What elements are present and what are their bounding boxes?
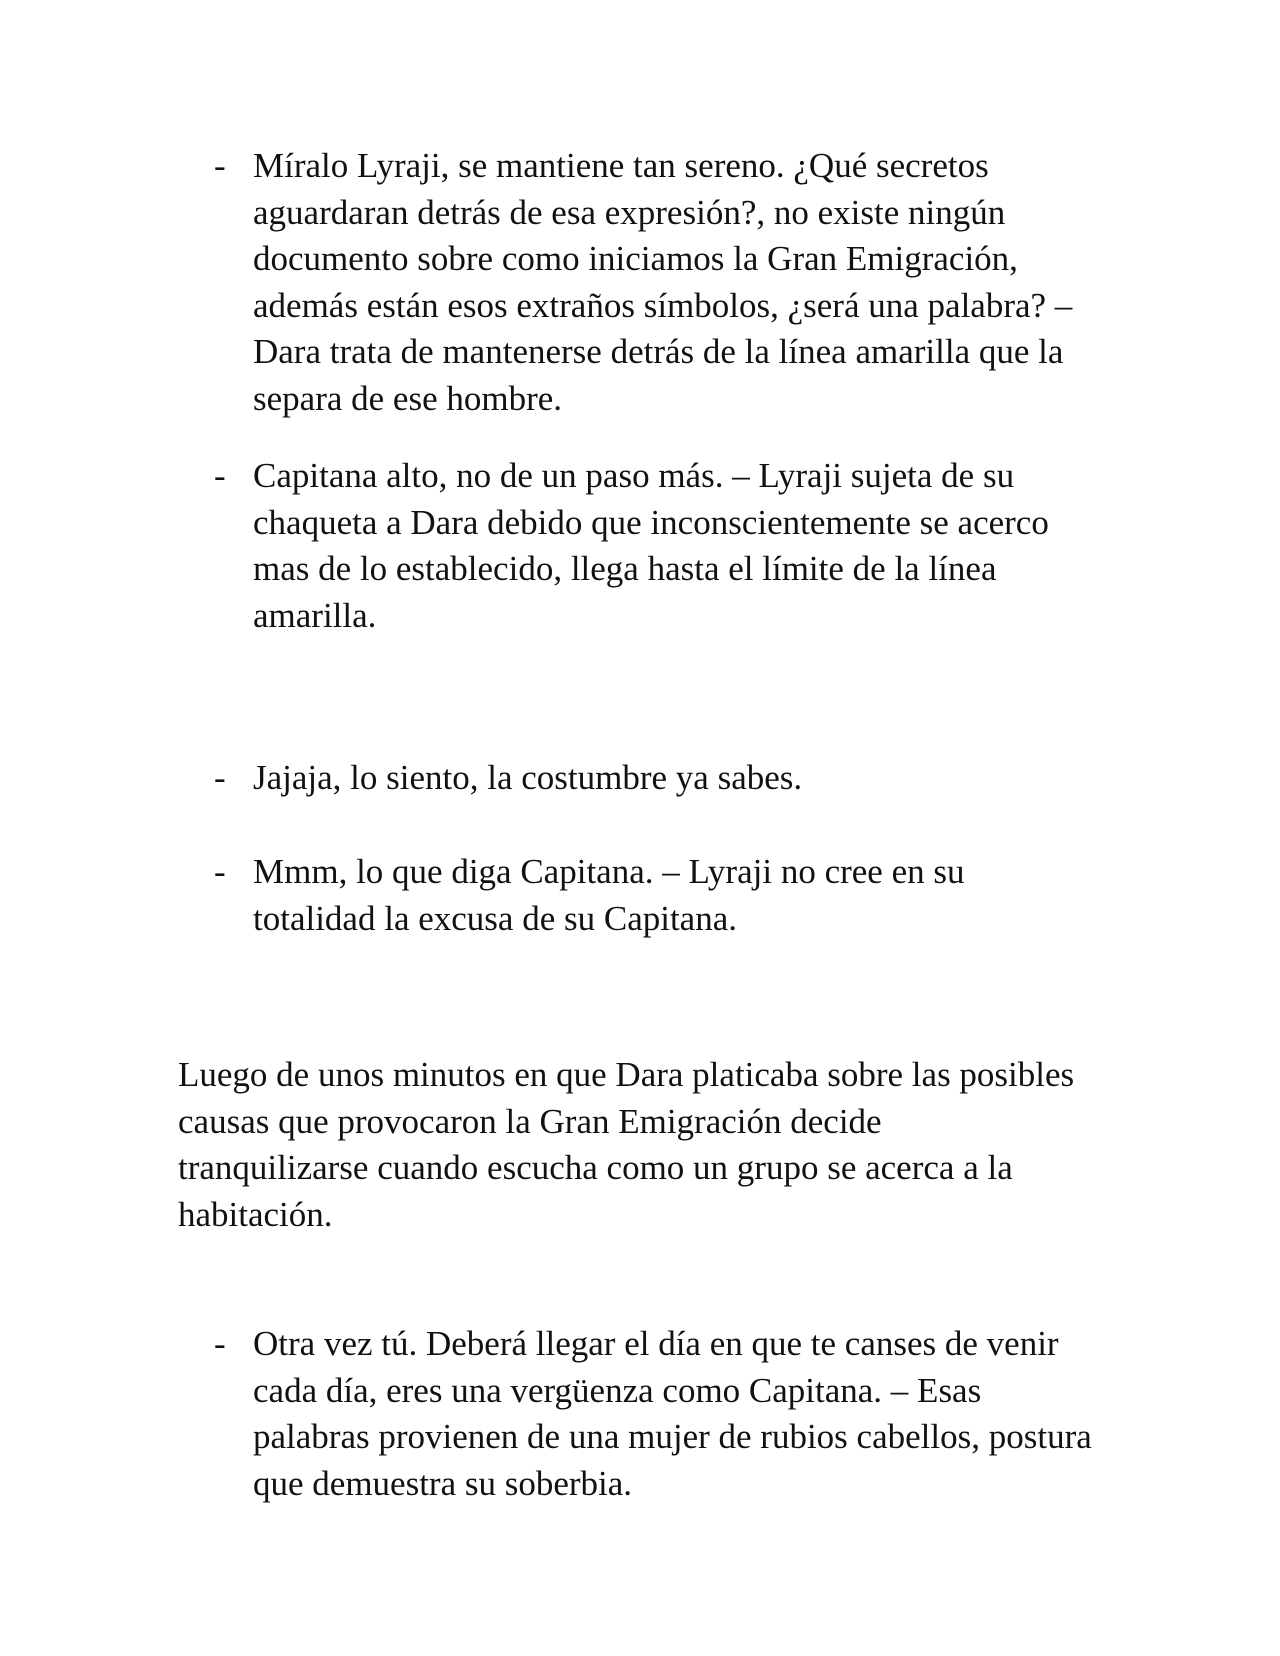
dialogue-block <box>214 849 1094 942</box>
dialogue-text: Capitana alto, no de un paso más. – Lyraji sujeta de su chaqueta a Dara debido que inconscientemente se acerco mas de lo establecido, llega hasta el límite de la línea amarilla. <box>253 456 1049 635</box>
dialogue-text: Míralo Lyraji, se mantiene tan sereno. ¿Qué secretos aguardaran detrás de esa expresión?, no existe ningún documento sobre como iniciamos la Gran Emigración, además están esos extraños símbolos, ¿será una palabra? – Dara trata de mantenerse detrás de la línea amarilla que la separa de ese hombre. <box>253 146 1073 418</box>
dialogue-dash: - <box>214 146 226 185</box>
narrative-paragraph: Luego de unos minutos en que Dara platicaba sobre las posibles causas que provocaron la Gran Emigración decide tranquilizarse cuando escucha como un grupo se acerca a la habitación. <box>178 1055 1075 1234</box>
dialogue-dash: - <box>214 456 226 495</box>
dialogue-text: Mmm, lo que diga Capitana. – Lyraji no cree en su totalidad la excusa de su Capitana. <box>253 852 965 938</box>
dialogue-dash: - <box>214 852 226 891</box>
dialogue-block <box>214 453 1094 639</box>
dialogue-text: Jajaja, lo siento, la costumbre ya sabes. <box>253 758 803 797</box>
dialogue-block <box>214 1321 1094 1507</box>
dialogue-block <box>214 143 1094 422</box>
dialogue-dash: - <box>214 1324 226 1363</box>
dialogue-text: Otra vez tú. Deberá llegar el día en que te canses de venir cada día, eres una vergüenza como Capitana. – Esas palabras provienen de una mujer de rubios cabellos, postura que demuestra su soberbia. <box>253 1324 1092 1503</box>
dialogue-dash: - <box>214 758 226 797</box>
dialogue-block <box>214 755 1094 802</box>
